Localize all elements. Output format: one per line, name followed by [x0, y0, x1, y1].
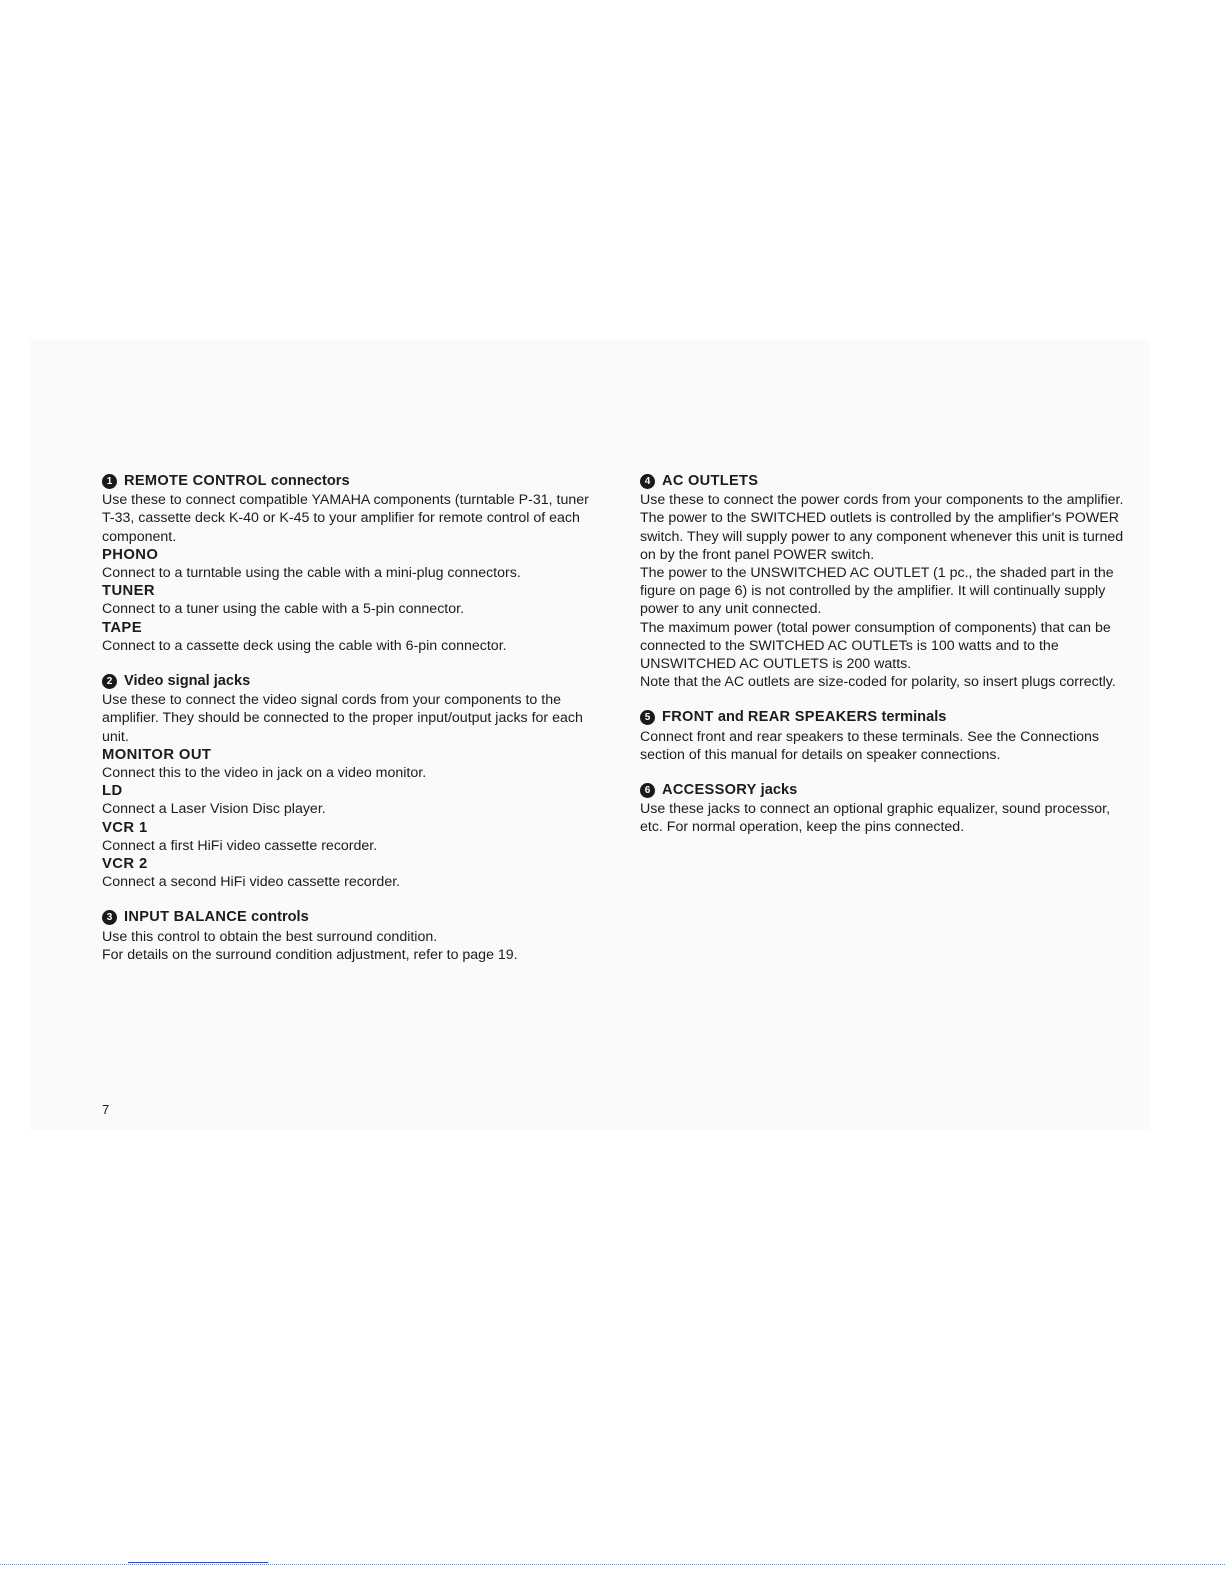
vcr1-text: Connect a first HiFi video cassette recorder. — [102, 837, 378, 854]
ld-text: Connect a Laser Vision Disc player. — [102, 801, 326, 818]
vcr1-label: VCR 1 — [102, 819, 148, 836]
accessory-title-caps: ACCESSORY — [662, 782, 757, 799]
speakers-title-front: FRONT — [662, 709, 714, 726]
number-1-icon: 1 — [102, 474, 117, 489]
bottom-dotted-rule — [0, 1564, 1225, 1565]
vcr2-text: Connect a second HiFi video cassette recorder. — [102, 874, 401, 891]
speakers-title-rest: terminals — [881, 709, 947, 726]
video-signal-heading — [102, 672, 592, 690]
phono-label: PHONO — [102, 546, 159, 563]
number-3-icon: 3 — [102, 910, 117, 925]
page-number: 7 — [102, 1102, 110, 1117]
input-balance-title-rest: controls — [251, 909, 309, 926]
remote-control-description: Use these to connect compatible YAMAHA components (turntable P-31, tuner T-33, cassette deck K-40 or K-45 to your amplifier for remote control of each component. — [102, 492, 589, 545]
accessory-description: Use these jacks to connect an optional graphic equalizer, sound processor, etc. For normal operation, keep the pins connected. — [640, 801, 1111, 836]
speakers-description: Connect front and rear speakers to these terminals. See the Connections section of this manual for details on speaker connections. — [640, 728, 1099, 763]
ac-outlets-heading — [640, 472, 1130, 490]
accessory-section — [640, 781, 1130, 837]
video-signal-title: Video signal jacks — [124, 673, 251, 690]
monitor-out-label: MONITOR OUT — [102, 746, 212, 763]
monitor-out-text: Connect this to the video in jack on a video monitor. — [102, 765, 427, 782]
vcr2-label: VCR 2 — [102, 856, 148, 873]
ac-outlets-paragraph-4: The maximum power (total power consumption of components) that can be connected to the SWITCHED AC OUTLETs is 100 watts and to the UNSWITCHED AC OUTLETS is 200 watts. — [640, 619, 1111, 673]
remote-control-heading — [102, 472, 592, 490]
ac-outlets-paragraph-1: Use these to connect the power cords from your components to the amplifier. — [640, 492, 1124, 509]
tuner-text: Connect to a tuner using the cable with a 5-pin connector. — [102, 601, 465, 618]
ac-outlets-section — [640, 472, 1130, 691]
right-column — [640, 472, 1130, 854]
tape-label: TAPE — [102, 619, 142, 636]
input-balance-line-2: For details on the surround condition adjustment, refer to page 19. — [102, 946, 518, 963]
video-signal-section — [102, 672, 592, 891]
speakers-title-and: and — [717, 709, 744, 726]
input-balance-heading — [102, 908, 592, 926]
ac-outlets-paragraph-2: The power to the SWITCHED outlets is controlled by the amplifier's POWER switch. They will supply power to any component whenever this unit is turned on by the front panel POWER switch. — [640, 510, 1124, 563]
remote-control-title-caps: REMOTE CONTROL — [124, 473, 267, 489]
speakers-heading — [640, 708, 1130, 726]
phono-text: Connect to a turntable using the cable with a mini-plug connectors. — [102, 565, 521, 582]
ac-outlets-paragraph-5: Note that the AC outlets are size-coded for polarity, so insert plugs correctly. — [640, 674, 1116, 691]
remote-control-title-rest: connectors — [270, 473, 350, 489]
number-4-icon: 4 — [640, 474, 655, 489]
accessory-title-rest: jacks — [760, 782, 798, 799]
number-6-icon: 6 — [640, 783, 655, 798]
input-balance-section — [102, 908, 592, 964]
left-column — [102, 472, 592, 981]
number-5-icon: 5 — [640, 710, 655, 725]
remote-control-section — [102, 472, 592, 655]
video-signal-description: Use these to connect the video signal cords from your components to the amplifier. They should be connected to the proper input/output jacks for each unit. — [102, 692, 583, 745]
ld-label: LD — [102, 783, 123, 800]
ac-outlets-title: AC OUTLETS — [662, 473, 759, 489]
tuner-label: TUNER — [102, 583, 155, 600]
bottom-link-underline — [128, 1562, 268, 1563]
speakers-title-rear: REAR SPEAKERS — [747, 709, 878, 726]
input-balance-line-1: Use this control to obtain the best surround condition. — [102, 928, 438, 945]
input-balance-title-caps: INPUT BALANCE — [124, 909, 248, 926]
ac-outlets-paragraph-3: The power to the UNSWITCHED AC OUTLET (1 pc., the shaded part in the figure on page 6) is not controlled by the amplifier. It will continually supply power to any unit connected. — [640, 565, 1114, 618]
accessory-heading — [640, 781, 1130, 799]
tape-text: Connect to a cassette deck using the cable with 6-pin connector. — [102, 637, 507, 654]
number-2-icon: 2 — [102, 674, 117, 689]
speakers-section — [640, 708, 1130, 764]
